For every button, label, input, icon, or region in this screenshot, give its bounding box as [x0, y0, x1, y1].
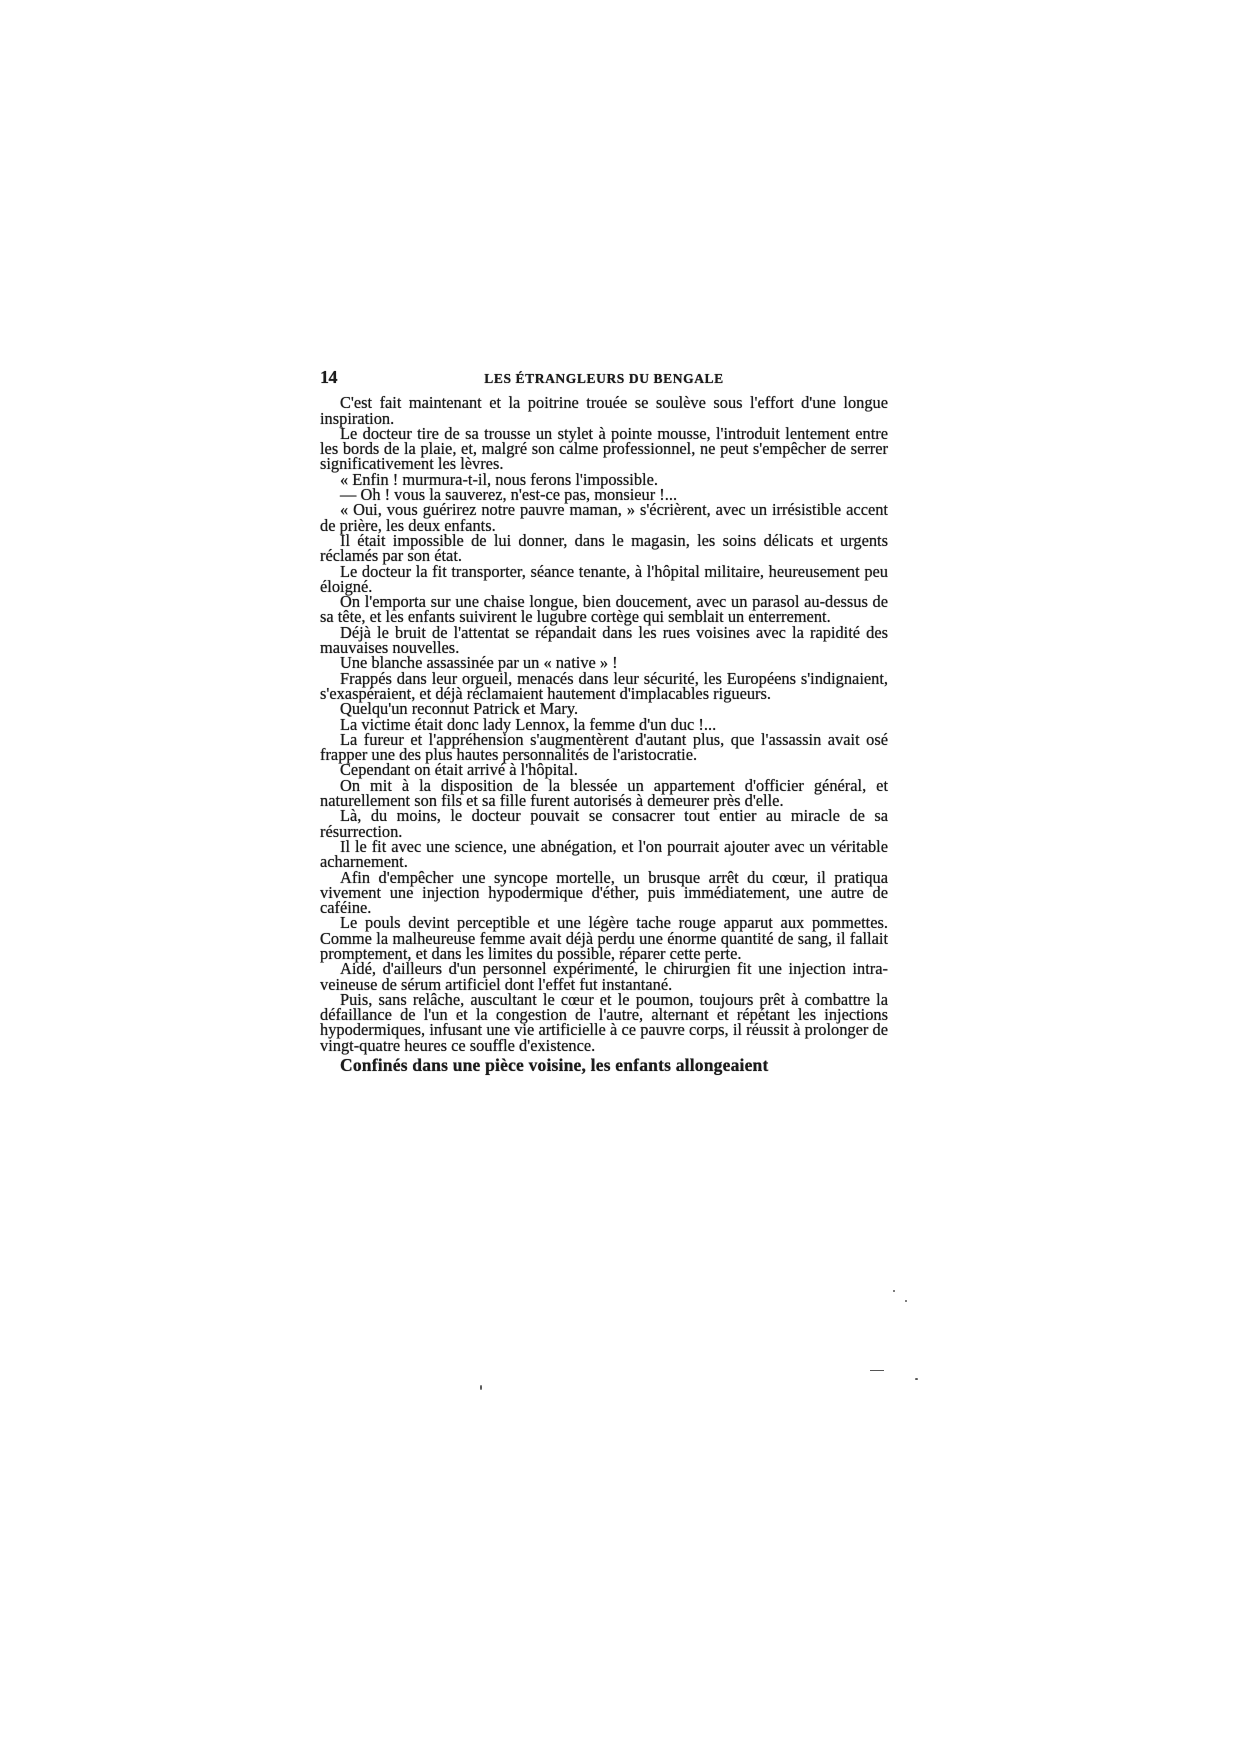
body-text [320, 395, 888, 1074]
scan-speck [870, 1370, 884, 1371]
paragraph: Afin d'empêcher une syncope mortelle, un brusque arrêt du cœur, il pratiqua vivement une injection hypodermique d'éther, puis immédiatement, une autre de caféine. [320, 867, 888, 918]
paragraph: Le docteur tire de sa trousse un stylet à pointe mousse, l'introduit lentement entre les bords de la plaie, et, malgré son calme professionnel, ne peut s'empêcher de serrer significativement les lèvres. [320, 423, 888, 474]
running-title: LES ÉTRANGLEURS DU BENGALE [484, 371, 724, 386]
page-header [320, 367, 888, 387]
paragraph: La fureur et l'appréhension s'augmentèrent d'autant plus, que l'assassin avait osé frapper une des plus hautes personnalités de l'aristocratie. [320, 729, 888, 765]
paragraph: La victime était donc lady Lennox, la femme d'un duc !... [340, 714, 717, 734]
paragraph: Quelqu'un reconnut Patrick et Mary. [340, 699, 579, 719]
paragraph: Là, du moins, le docteur pouvait se consacrer tout entier au miracle de sa résurrection. [320, 806, 888, 841]
paragraph: « Enfin ! murmura-t-il, nous ferons l'impossible. [340, 469, 658, 489]
scan-speck [480, 1385, 482, 1390]
paragraph: Puis, sans relâche, auscultant le cœur et le poumon, toujours prêt à combattre la défaillance de l'un et la congestion de l'autre, alternant et répétant les injections hypodermiques, infusant une vie artificielle à ce pauvre corps, il réussit à prolonger de vingt-quatre heures ce souffle d'existence. [320, 989, 888, 1055]
book-page [320, 367, 888, 1076]
paragraph: Aidé, d'ailleurs d'un personnel expérimenté, le chirurgien fit une injection intra-veineuse de sérum artificiel dont l'effet fut instantané. [320, 959, 888, 994]
paragraph-continued: Confinés dans une pièce voisine, les enfants allongeaient [340, 1055, 769, 1076]
paragraph: On mit à la disposition de la blessée un appartement d'officier général, et naturellement son fils et sa fille furent autorisés à demeurer près d'elle. [320, 775, 888, 811]
scan-speck [905, 1300, 907, 1302]
paragraph: Le docteur la fit transporter, séance tenante, à l'hôpital militaire, heureusement peu éloigné. [320, 561, 888, 596]
paragraph: Frappés dans leur orgueil, menacés dans leur sécurité, les Européens s'indignaient, s'exaspéraient, et déjà réclamaient hautement d'implacables rigueurs. [320, 668, 888, 703]
paragraph: Cependant on était arrivé à l'hôpital. [340, 760, 578, 780]
paragraph: Déjà le bruit de l'attentat se répandait dans les rues voisines avec la rapidité des mauvaises nouvelles. [320, 622, 888, 658]
paragraph: On l'emporta sur une chaise longue, bien doucement, avec un parasol au-dessus de sa tête, et les enfants suivirent le lugubre cortège qui semblait un enterrement. [320, 592, 888, 627]
scan-speck [915, 1378, 918, 1380]
paragraph: Une blanche assassinée par un « native » ! [340, 653, 618, 673]
paragraph: Il le fit avec une science, une abnégation, et l'on pourrait ajouter avec un véritable acharnement. [320, 836, 888, 872]
paragraph: C'est fait maintenant et la poitrine trouée se soulève sous l'effort d'une longue inspiration. [320, 393, 888, 428]
paragraph: Il était impossible de lui donner, dans le magasin, les soins délicats et urgents réclamés par son état. [320, 530, 888, 566]
paragraph: Le pouls devint perceptible et une légère tache rouge apparut aux pommettes. Comme la malheureuse femme avait déjà perdu une énorme quantité de sang, il fallait promptement, et dans les limites du possible, réparer cette perte. [320, 913, 888, 963]
page-number: 14 [320, 367, 337, 387]
paragraph: « Oui, vous guérirez notre pauvre maman, » s'écrièrent, avec un irrésistible accent de prière, les deux enfants. [320, 500, 888, 535]
paragraph: — Oh ! vous la sauverez, n'est-ce pas, monsieur !... [340, 485, 678, 505]
scan-speck [893, 1290, 895, 1292]
